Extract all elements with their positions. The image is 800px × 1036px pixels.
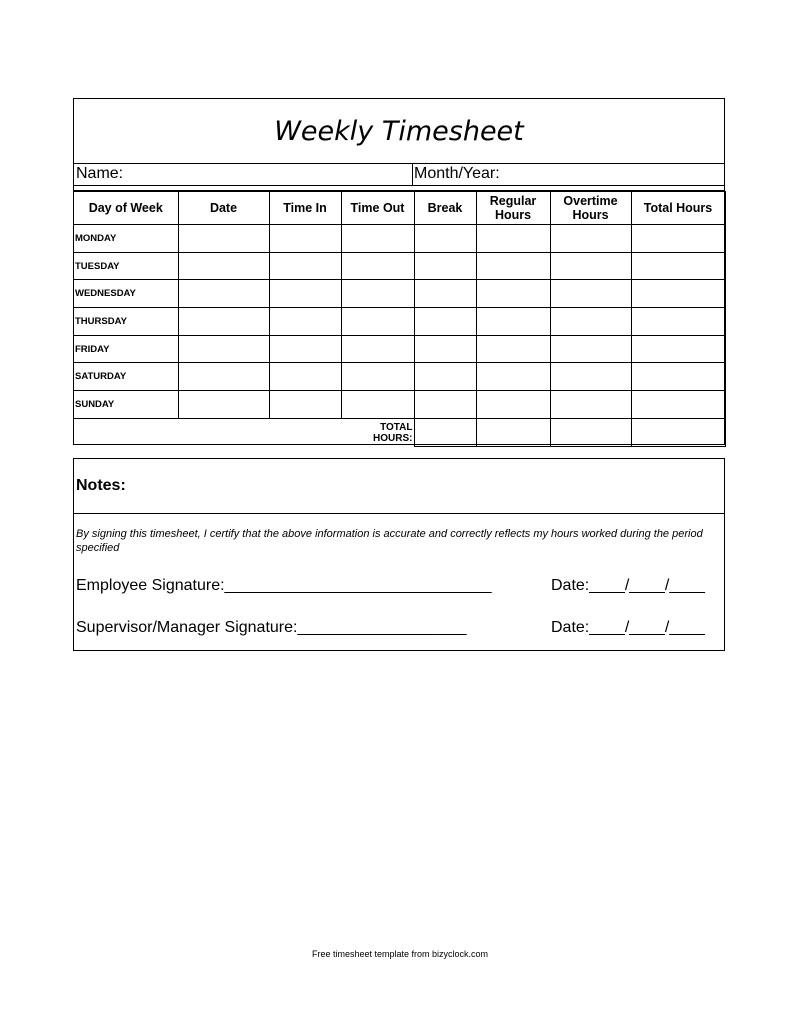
total-hours-cell[interactable] bbox=[631, 308, 725, 336]
total-hours-cell[interactable] bbox=[631, 363, 725, 391]
overtime-hours-cell[interactable] bbox=[550, 252, 631, 280]
name-label: Name: bbox=[76, 165, 124, 182]
regular-hours-cell[interactable] bbox=[476, 252, 550, 280]
date-cell[interactable] bbox=[178, 363, 269, 391]
time-in-cell[interactable] bbox=[269, 363, 341, 391]
total-hours-cell[interactable] bbox=[631, 280, 725, 308]
regular-hours-cell[interactable] bbox=[476, 335, 550, 363]
name-month-divider bbox=[412, 164, 413, 185]
time-out-cell[interactable] bbox=[341, 335, 414, 363]
col-time-in: Time In bbox=[269, 192, 341, 225]
total-regular-hours-cell[interactable] bbox=[476, 418, 550, 446]
break-cell[interactable] bbox=[414, 335, 476, 363]
day-label: FRIDAY bbox=[74, 335, 178, 363]
regular-hours-cell[interactable] bbox=[476, 391, 550, 419]
regular-hours-cell[interactable] bbox=[476, 308, 550, 336]
break-cell[interactable] bbox=[414, 363, 476, 391]
regular-hours-cell[interactable] bbox=[476, 225, 550, 253]
total-hours-cell[interactable] bbox=[631, 335, 725, 363]
supervisor-signature-field[interactable]: Supervisor/Manager Signature:___________________ bbox=[76, 619, 467, 636]
col-break: Break bbox=[414, 192, 476, 225]
supervisor-date-field[interactable]: Date:____/____/____ bbox=[551, 619, 705, 636]
overtime-hours-cell[interactable] bbox=[550, 363, 631, 391]
table-header-row bbox=[74, 192, 725, 225]
total-row-spacer bbox=[74, 418, 178, 446]
certification-text: By signing this timesheet, I certify that the above information is accurate and correctly reflects my hours worked during the period specified bbox=[76, 528, 703, 554]
overtime-hours-cell[interactable] bbox=[550, 391, 631, 419]
page-title: Weekly Timesheet bbox=[74, 99, 724, 164]
table-row bbox=[74, 335, 725, 363]
col-regular-hours bbox=[476, 192, 550, 225]
day-label: THURSDAY bbox=[74, 308, 178, 336]
time-out-cell[interactable] bbox=[341, 225, 414, 253]
month-year-label: Month/Year: bbox=[414, 165, 500, 182]
day-label: MONDAY bbox=[74, 225, 178, 253]
break-cell[interactable] bbox=[414, 308, 476, 336]
table-row bbox=[74, 225, 725, 253]
table-row bbox=[74, 363, 725, 391]
employee-date-field[interactable]: Date:____/____/____ bbox=[551, 577, 705, 594]
break-cell[interactable] bbox=[414, 252, 476, 280]
overtime-hours-cell[interactable] bbox=[550, 308, 631, 336]
table-row bbox=[74, 252, 725, 280]
col-regular-hours-label: Regular Hours bbox=[489, 194, 537, 222]
table-row bbox=[74, 308, 725, 336]
day-label: SATURDAY bbox=[74, 363, 178, 391]
break-cell[interactable] bbox=[414, 225, 476, 253]
col-date: Date bbox=[178, 192, 269, 225]
time-out-cell[interactable] bbox=[341, 252, 414, 280]
col-total-hours: Total Hours bbox=[631, 192, 725, 225]
notes-label: Notes: bbox=[76, 477, 126, 494]
time-in-cell[interactable] bbox=[269, 391, 341, 419]
time-in-cell[interactable] bbox=[269, 308, 341, 336]
time-in-cell[interactable] bbox=[269, 252, 341, 280]
break-cell[interactable] bbox=[414, 280, 476, 308]
time-out-cell[interactable] bbox=[341, 363, 414, 391]
col-overtime-hours-label: Overtime Hours bbox=[563, 194, 618, 222]
total-break-cell[interactable] bbox=[414, 418, 476, 446]
time-in-cell[interactable] bbox=[269, 225, 341, 253]
time-in-cell[interactable] bbox=[269, 280, 341, 308]
total-overtime-hours-cell[interactable] bbox=[550, 418, 631, 446]
time-out-cell[interactable] bbox=[341, 391, 414, 419]
overtime-hours-cell[interactable] bbox=[550, 335, 631, 363]
total-hours-cell[interactable] bbox=[631, 225, 725, 253]
col-time-out: Time Out bbox=[341, 192, 414, 225]
total-row-spacer bbox=[178, 418, 269, 446]
name-month-bar bbox=[74, 164, 724, 186]
overtime-hours-cell[interactable] bbox=[550, 225, 631, 253]
regular-hours-cell[interactable] bbox=[476, 280, 550, 308]
total-hours-cell[interactable] bbox=[631, 391, 725, 419]
date-cell[interactable] bbox=[178, 252, 269, 280]
employee-signature-field[interactable]: Employee Signature:______________________________ bbox=[76, 577, 492, 594]
timesheet-panel bbox=[73, 98, 725, 445]
col-day-of-week: Day of Week bbox=[74, 192, 178, 225]
total-hours-cell[interactable] bbox=[631, 252, 725, 280]
total-row-spacer bbox=[269, 418, 341, 446]
time-out-cell[interactable] bbox=[341, 308, 414, 336]
date-cell[interactable] bbox=[178, 335, 269, 363]
date-cell[interactable] bbox=[178, 280, 269, 308]
day-label: WEDNESDAY bbox=[74, 280, 178, 308]
day-label: TUESDAY bbox=[74, 252, 178, 280]
time-in-cell[interactable] bbox=[269, 335, 341, 363]
break-cell[interactable] bbox=[414, 391, 476, 419]
footer-credit: Free timesheet template from bizyclock.com bbox=[311, 949, 489, 959]
table-row bbox=[74, 280, 725, 308]
date-cell[interactable] bbox=[178, 225, 269, 253]
total-hours-label: TOTAL HOURS: bbox=[341, 418, 414, 446]
total-hours-row bbox=[74, 418, 725, 446]
notes-section bbox=[73, 458, 725, 651]
day-label: SUNDAY bbox=[74, 391, 178, 419]
notes-divider bbox=[74, 513, 724, 514]
regular-hours-cell[interactable] bbox=[476, 363, 550, 391]
time-out-cell[interactable] bbox=[341, 280, 414, 308]
overtime-hours-cell[interactable] bbox=[550, 280, 631, 308]
grand-total-hours-cell[interactable] bbox=[631, 418, 725, 446]
hours-table bbox=[74, 191, 726, 447]
table-row bbox=[74, 391, 725, 419]
col-overtime-hours bbox=[550, 192, 631, 225]
date-cell[interactable] bbox=[178, 308, 269, 336]
date-cell[interactable] bbox=[178, 391, 269, 419]
